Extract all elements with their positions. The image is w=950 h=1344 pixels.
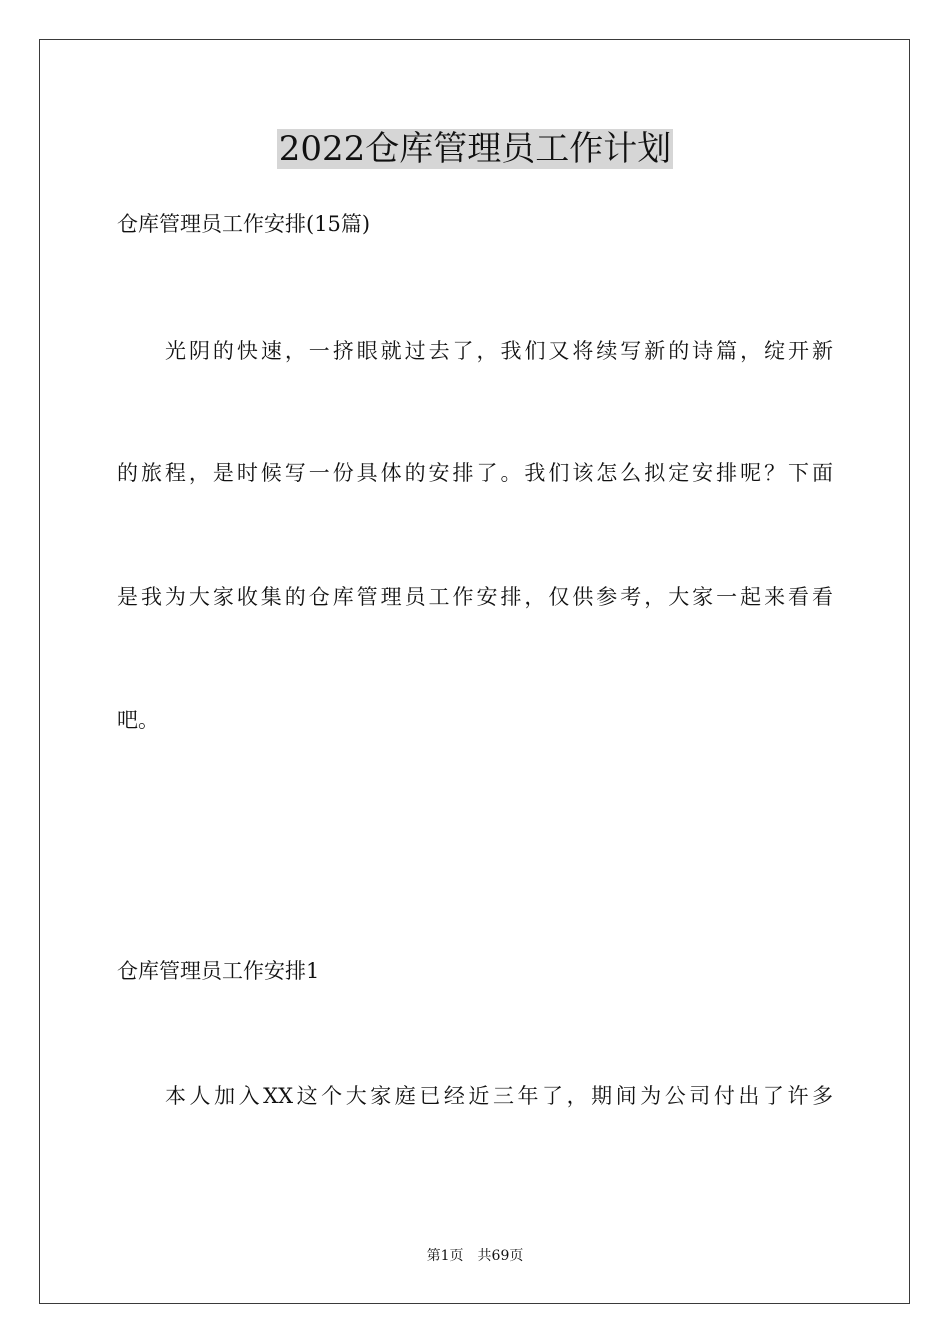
intro-line-1: 光阴的快速，一挤眼就过去了，我们又将续写新的诗篇，绽开新 (165, 339, 833, 363)
intro-line-3: 是我为大家收集的仓库管理员工作安排，仅供参考，大家一起来看看 (117, 585, 833, 609)
document-subtitle: 仓库管理员工作安排(15篇) (117, 212, 371, 236)
document-title-text: 2022仓库管理员工作计划 (278, 129, 672, 169)
intro-line-2: 的旅程，是时候写一份具体的安排了。我们该怎么拟定安排呢？下面 (117, 461, 833, 485)
page-number-footer: 第1页 共69页 (426, 1248, 524, 1264)
section-heading: 仓库管理员工作安排1 (117, 959, 320, 983)
intro-line-4: 吧。 (117, 708, 159, 732)
document-title (0, 125, 950, 173)
section-line-1: 本人加入XX这个大家庭已经近三年了，期间为公司付出了许多 (165, 1084, 833, 1108)
